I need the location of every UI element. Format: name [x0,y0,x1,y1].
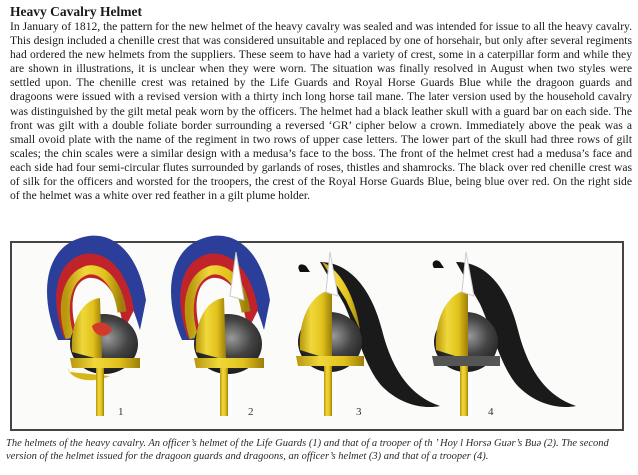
figure-number-2: 2 [248,406,254,418]
helmet-4 [432,252,576,418]
chin-scales-1 [96,368,104,416]
chin-scales-2 [220,368,228,416]
figure-number-1: 1 [118,406,124,418]
figure-caption: The helmets of the heavy cavalry. An officer’s helmet of the Life Guards (1) and that of a trooper of th ’ Hoy l Horsə Guər’s Buə (2). The second version of the helmet issued for the dragoon guards and dragoons, an officer’s helmet (3) and that of a trooper (4). [6,438,609,463]
chin-scales-3 [324,366,332,416]
figure-number-3: 3 [356,406,362,418]
helmet-2 [171,236,270,418]
body-paragraph: In January of 1812, the pattern for the new helmet of the heavy cavalry was sealed and was intended for issue to all the heavy cavalry. This design included a chenille crest that was considered unsuitable and replaced by one of horsehair, but only after several regiments had ordered the new helmets from the suppliers. These seem to have had a variety of crest, some in a caterpillar form and while they are shown in illustrations, it is unclear when they were worn. The situation was finally resolved in August when two styles were settled upon. The chenille crest was retained by the Life Guards and Royal Horse Guards Blue while the dragoon guards and dragoons were issued with a revised version with a thirty inch long horse tail mane. The later version used by the household cavalry was distinguished by the gilt metal peak worn by the officers. The helmet had a black leather skull with a guard bar on each side. The front was gilt with a double foliate border surrounding a reversed ‘GR’ cipher below a crown. Immediately above the peak was a small ovoid plate with the name of the regiment in two rows of upper case letters. The lower part of the skull had three rows of gilt scales; the chin scales were a similar design with a medusa’s face to the boss. The front of the helmet crest had a medusa’s face and each side had four semi-circular flutes surrounded by garlands of roses, thistles and shamrocks. The black over red chenille crest was of silk for the officers and worsted for the troopers, the crest of the Royal Horse Guards Blue, being blue over red. On the right side of the helmet was a white over red feather in a gilt plume holder. [10,20,632,203]
figure-number-4: 4 [488,406,494,418]
page-title: Heavy Cavalry Helmet [10,4,142,19]
helmet-1 [47,236,146,418]
chin-scales-4 [460,366,468,416]
helmet-3 [296,252,440,418]
